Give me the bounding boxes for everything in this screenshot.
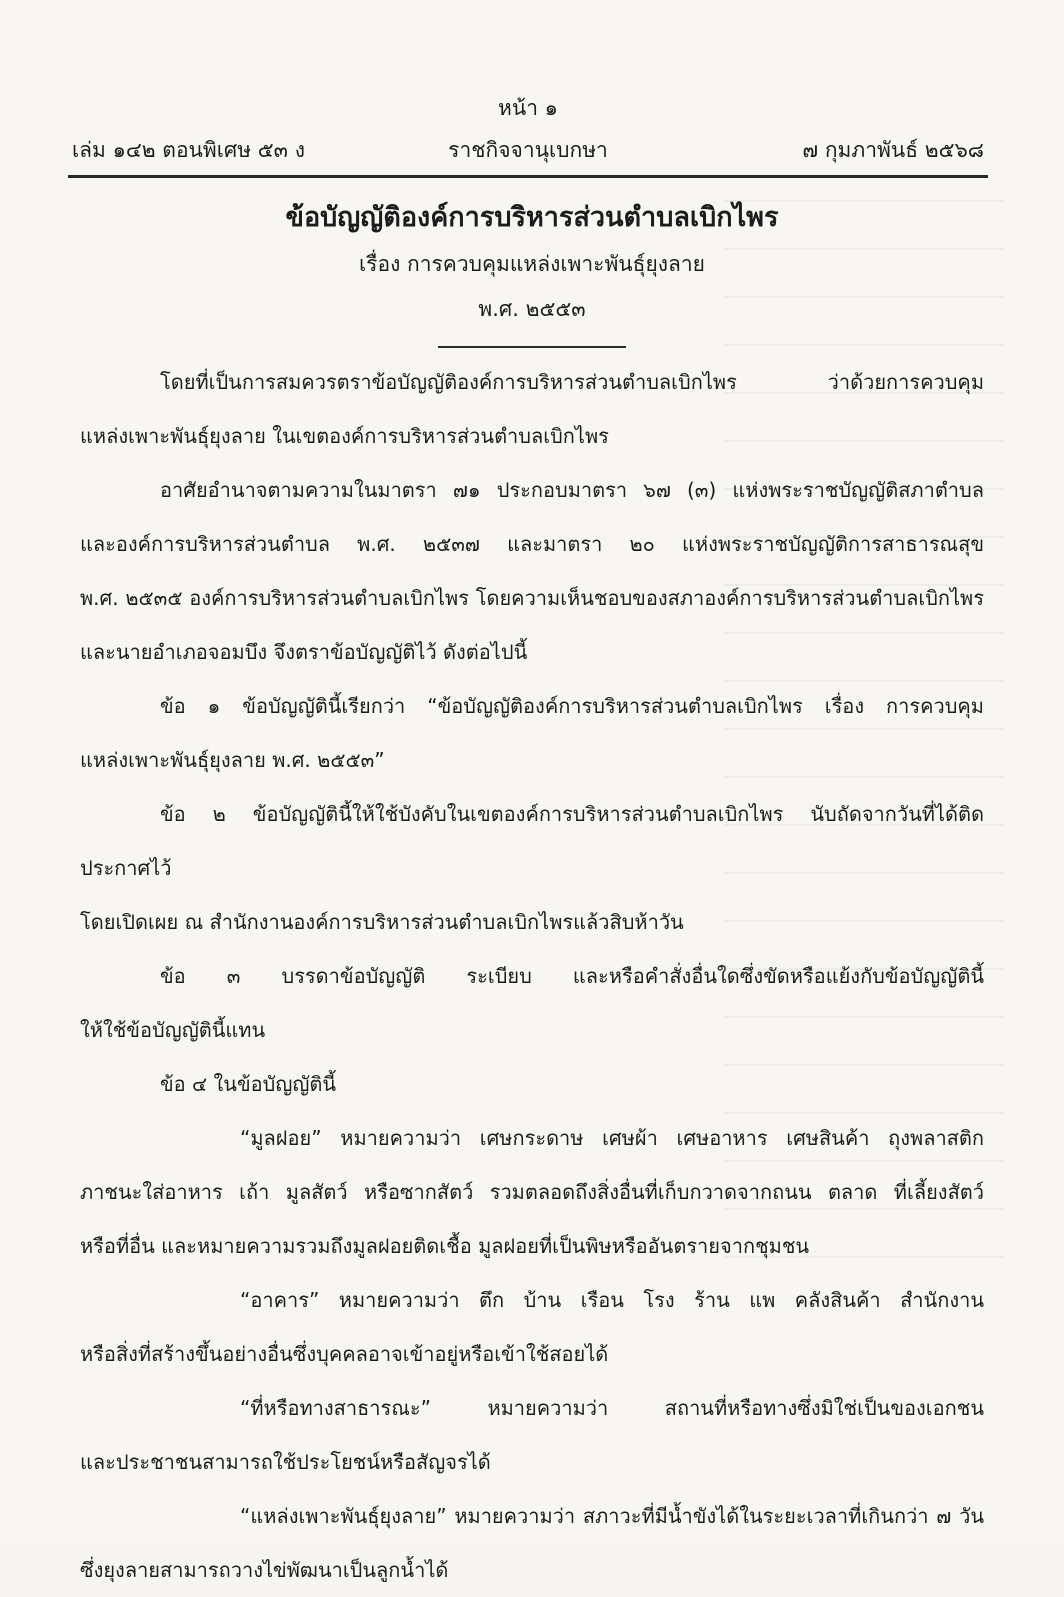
authority-line: พ.ศ. ๒๕๓๕ องค์การบริหารส่วนตำบลเบิกไพร โดยความเห็นชอบของสภาองค์การบริหารส่วนตำบลเบิกไพร	[80, 586, 984, 610]
clause-4-line: ข้อ ๔ ในข้อบัญญัตินี้	[160, 1072, 337, 1096]
gazette-name: ราชกิจจานุเบกษา	[448, 138, 608, 162]
definition-line: “ที่หรือทางสาธารณะ” หมายความว่า สถานที่หรือทางซึ่งมิใช่เป็นของเอกชน	[240, 1396, 984, 1420]
title-divider	[438, 346, 626, 348]
page-number: หน้า ๑	[498, 96, 558, 120]
publication-date: ๗ กุมภาพันธ์ ๒๕๖๘	[802, 138, 984, 162]
clause-2-line: ข้อ ๒ ข้อบัญญัตินี้ให้ใช้บังคับในเขตองค์การบริหารส่วนตำบลเบิกไพร นับถัดจากวันที่ได้ติดประกาศไว้	[80, 802, 984, 880]
document-title: ข้อบัญญัติองค์การบริหารส่วนตำบลเบิกไพร	[285, 202, 779, 233]
definition-line: “อาคาร” หมายความว่า ตึก บ้าน เรือน โรง ร้าน แพ คลังสินค้า สำนักงาน	[240, 1288, 984, 1312]
document-subject: เรื่อง การควบคุมแหล่งเพาะพันธุ์ยุงลาย	[359, 252, 705, 276]
preamble-line: แหล่งเพาะพันธุ์ยุงลาย ในเขตองค์การบริหารส่วนตำบลเบิกไพร	[80, 424, 609, 448]
definition-line: หรือสิ่งที่สร้างขึ้นอย่างอื่นซึ่งบุคคลอาจเข้าอยู่หรือเข้าใช้สอยได้	[80, 1342, 609, 1366]
definition-line: หรือที่อื่น และหมายความรวมถึงมูลฝอยติดเชื้อ มูลฝอยที่เป็นพิษหรืออันตรายจากชุมชน	[80, 1234, 810, 1258]
header-rule	[68, 175, 988, 178]
definition-line: และประชาชนสามารถใช้ประโยชน์หรือสัญจรได้	[80, 1450, 491, 1474]
clause-3-line: ให้ใช้ข้อบัญญัตินี้แทน	[80, 1018, 266, 1042]
definition-line: “มูลฝอย” หมายความว่า เศษกระดาษ เศษผ้า เศษอาหาร เศษสินค้า ถุงพลาสติก	[240, 1126, 984, 1150]
clause-3-line: ข้อ ๓ บรรดาข้อบัญญัติ ระเบียบ และหรือคำสั่งอื่นใดซึ่งขัดหรือแย้งกับข้อบัญญัตินี้	[160, 964, 984, 988]
preamble-line: โดยที่เป็นการสมควรตราข้อบัญญัติองค์การบริหารส่วนตำบลเบิกไพร ว่าด้วยการควบคุม	[160, 370, 984, 394]
clause-2-line: โดยเปิดเผย ณ สำนักงานองค์การบริหารส่วนตำบลเบิกไพรแล้วสิบห้าวัน	[80, 910, 684, 934]
authority-line: อาศัยอำนาจตามความในมาตรา ๗๑ ประกอบมาตรา ๖๗ (๓) แห่งพระราชบัญญัติสภาตำบล	[160, 478, 984, 502]
document-year: พ.ศ. ๒๕๕๓	[478, 297, 586, 321]
title-block	[0, 195, 1064, 348]
authority-line: และนายอำเภอจอมบึง จึงตราข้อบัญญัติไว้ ดังต่อไปนี้	[80, 640, 528, 664]
definition-line: “แหล่งเพาะพันธุ์ยุงลาย” หมายความว่า สภาวะที่มีน้ำขังได้ในระยะเวลาที่เกินกว่า ๗ วัน	[240, 1504, 984, 1528]
definition-line: ซึ่งยุงลายสามารถวางไข่พัฒนาเป็นลูกน้ำได้	[80, 1558, 449, 1582]
definition-line: ภาชนะใส่อาหาร เถ้า มูลสัตว์ หรือซากสัตว์ รวมตลอดถึงสิ่งอื่นที่เก็บกวาดจากถนน ตลาด ที่เลี้ยงสัตว์	[80, 1180, 984, 1204]
clause-1-line: ข้อ ๑ ข้อบัญญัตินี้เรียกว่า “ข้อบัญญัติองค์การบริหารส่วนตำบลเบิกไพร เรื่อง การควบคุม	[160, 694, 984, 718]
authority-line: และองค์การบริหารส่วนตำบล พ.ศ. ๒๕๓๗ และมาตรา ๒๐ แห่งพระราชบัญญัติการสาธารณสุข	[80, 532, 984, 556]
issue-info: เล่ม ๑๔๒ ตอนพิเศษ ๕๓ ง	[72, 138, 305, 162]
clause-1-line: แหล่งเพาะพันธุ์ยุงลาย พ.ศ. ๒๕๕๓”	[80, 748, 385, 772]
document-body	[80, 355, 984, 1597]
